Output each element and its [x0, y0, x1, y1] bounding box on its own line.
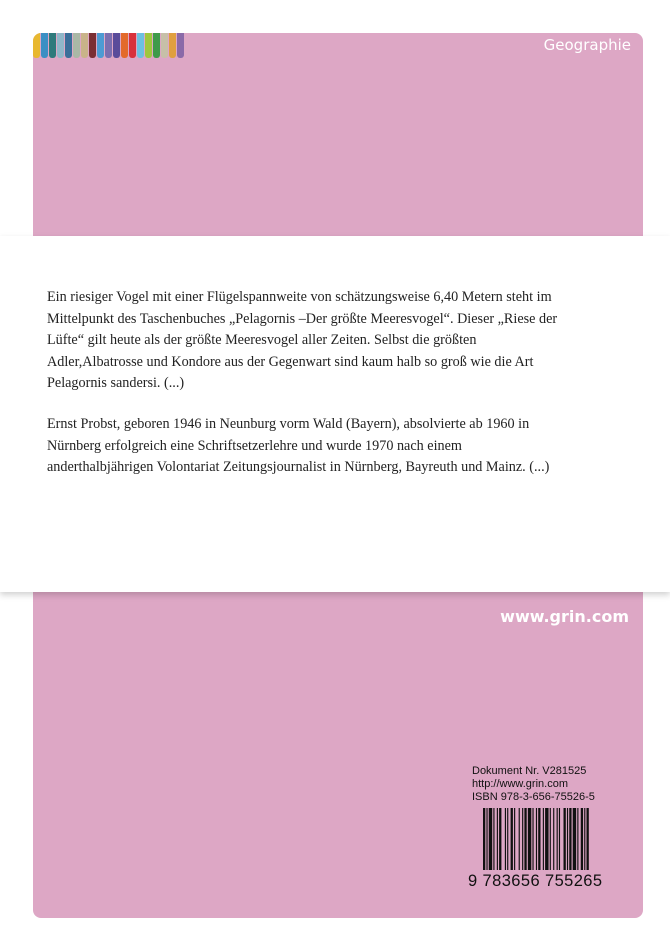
document-isbn: ISBN 978-3-656-75526-5	[472, 791, 595, 803]
blurb-paragraph-author: Ernst Probst, geboren 1946 in Neunburg vorm Wald (Bayern), absolvierte ab 1960 in Nürnberg erfolgreich eine Schriftsetzerlehre und wurde 1970 nach einem anderthalbjährigen Volontariat Zeitungsjournalist in Nürnberg, Bayreuth und Mainz. (...)	[47, 416, 550, 476]
color-stripe	[97, 33, 104, 58]
color-stripe	[169, 33, 176, 58]
barcode-number: 9 783656 755265	[468, 872, 603, 890]
color-stripe	[137, 33, 144, 58]
color-stripe	[121, 33, 128, 58]
color-stripe	[41, 33, 48, 58]
color-stripe	[81, 33, 88, 58]
barcode-image	[482, 808, 628, 870]
color-stripe	[161, 33, 168, 58]
blurb-paragraph-book: Ein riesiger Vogel mit einer Flügelspannweite von schätzungsweise 6,40 Metern steht im Mittelpunkt des Taschenbuches „Pelagornis –Der größte Meeresvogel“. Dieser „Riese der Lüfte“ gilt heute als der größte Meeresvogel aller Zeiten. Selbst die größten Adler,Albatrosse und Kondore aus der Gegenwart sind kaum halb so groß wie die Art Pelagornis sandersi. (...)	[47, 289, 558, 392]
color-stripe	[89, 33, 96, 58]
color-stripe	[105, 33, 112, 58]
publisher-url: www.grin.com	[500, 607, 629, 626]
document-website: http://www.grin.com	[472, 778, 568, 790]
color-stripe	[153, 33, 160, 58]
category-label: Geographie	[543, 36, 631, 54]
document-info	[472, 765, 595, 804]
color-stripe	[73, 33, 80, 58]
color-stripe	[129, 33, 136, 58]
color-stripe	[33, 33, 40, 58]
document-number: Dokument Nr. V281525	[472, 765, 587, 777]
color-stripe	[145, 33, 152, 58]
color-stripe	[177, 33, 184, 58]
color-stripe	[113, 33, 120, 58]
color-stripe	[65, 33, 72, 58]
color-stripes	[33, 33, 185, 58]
color-stripe	[57, 33, 64, 58]
color-stripe	[49, 33, 56, 58]
